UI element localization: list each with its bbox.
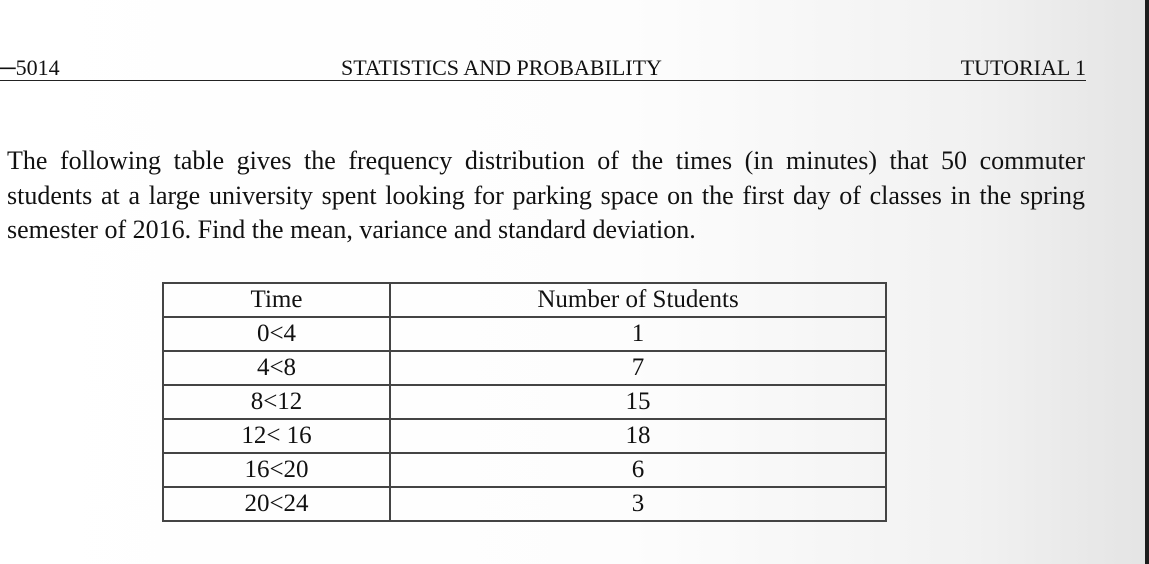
table-row [163,419,886,453]
table-row [163,487,886,521]
time-cell: 16<20 [163,453,390,487]
students-cell: 3 [390,487,886,521]
time-cell: 8<12 [163,385,390,419]
column-header-students: Number of Students [390,283,886,317]
table-row [163,385,886,419]
page-edge [1145,0,1149,564]
table-header-row [163,283,886,317]
time-cell: 0<4 [163,317,390,351]
course-code: ─5014 [0,55,60,80]
question-text: The following table gives the frequency distribution of the times (in minutes) that 50 commuter students at a large university spent looking for parking space on the first day of classes in the spring semester of 2016. Find the mean, variance and standard deviation. [7,146,1085,244]
tutorial-label: TUTORIAL 1 [960,55,1086,80]
table-row [163,351,886,385]
students-cell: 15 [390,385,886,419]
students-cell: 18 [390,419,886,453]
table-row [163,453,886,487]
time-cell: 4<8 [163,351,390,385]
header-title: STATISTICS AND PROBABILITY [341,55,662,80]
students-cell: 7 [390,351,886,385]
time-cell: 20<24 [163,487,390,521]
students-cell: 1 [390,317,886,351]
column-header-time: Time [163,283,390,317]
time-cell: 12< 16 [163,419,390,453]
students-cell: 6 [390,453,886,487]
page-header [0,56,1086,81]
table-row [163,317,886,351]
frequency-table [162,282,887,522]
